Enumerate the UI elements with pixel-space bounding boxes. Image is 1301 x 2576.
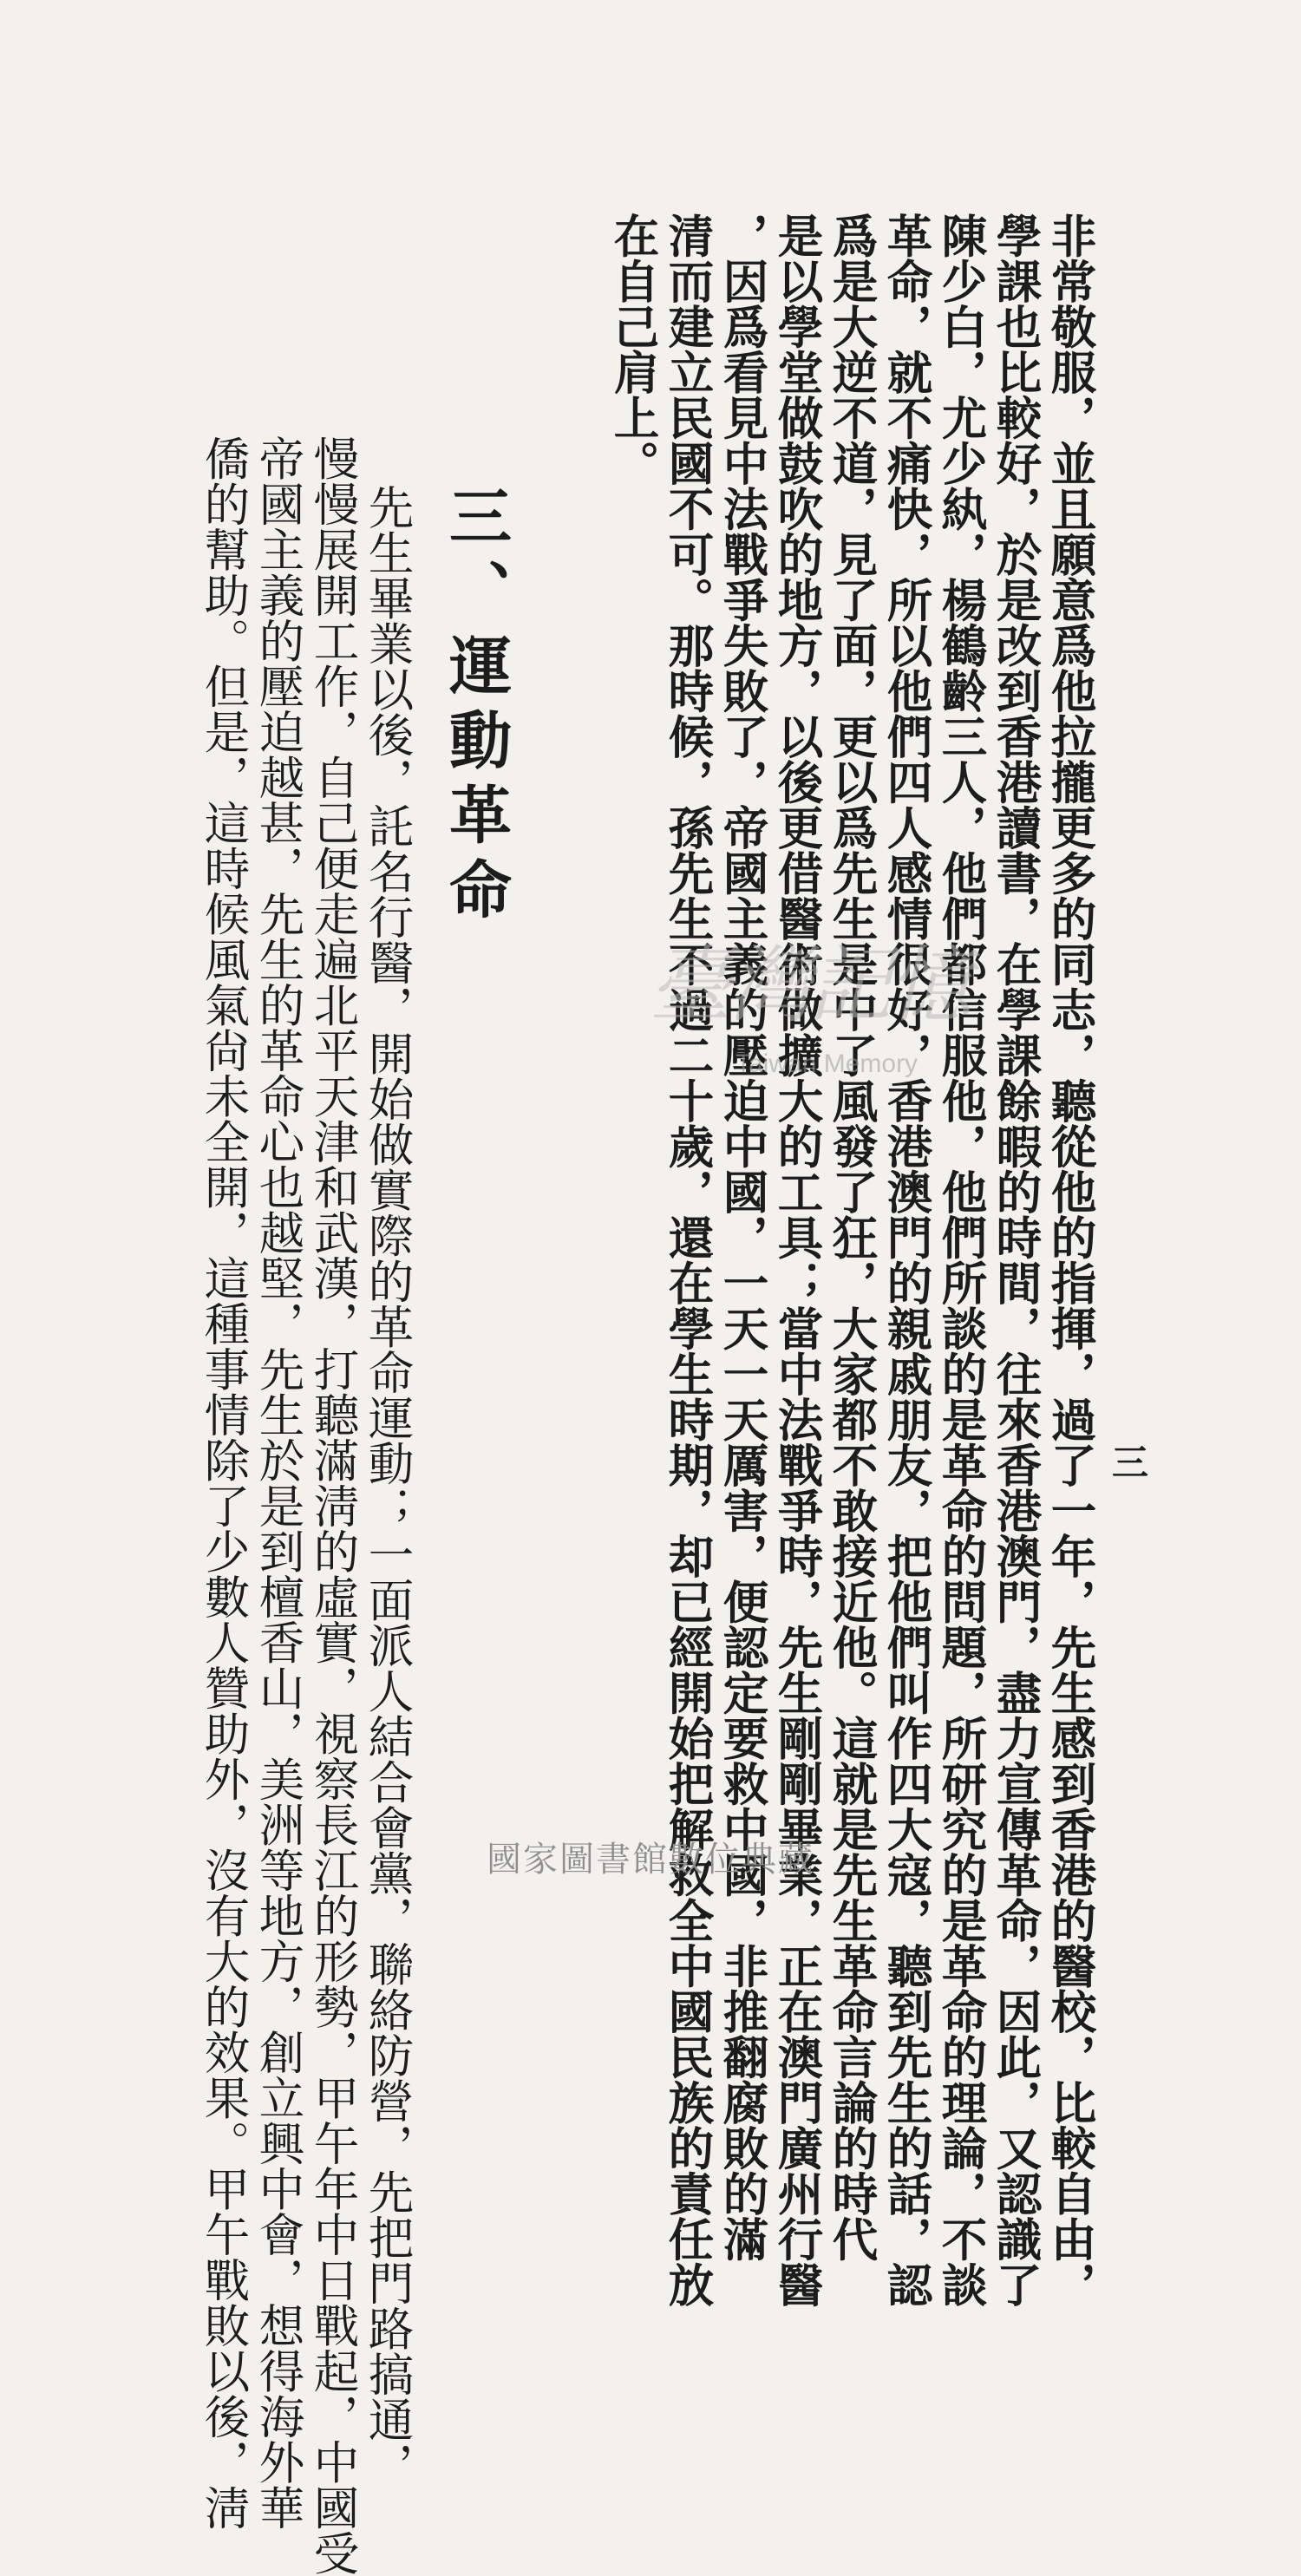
text-column: 是以學堂做鼓吹的地方，以後更借醫術做擴大的工具；當中法戰爭時，先生剛剛畢業，正在澳門廣州行醫 <box>770 212 824 2307</box>
text-column: 陳少白，尤少紈，楊鶴齡三人，他們都信服他，他們所談的是革命的問題，所研究的是革命的理論，不談 <box>934 212 988 2307</box>
page-number: 三 <box>1107 1443 1149 1480</box>
text-column: 僑的幫助。但是，這時候風氣尙未全開，這種事情除了少數人贊助外，沒有大的效果。甲午戰敗以後，淸 <box>197 435 251 2530</box>
text-column: 非常敬服，並且願意爲他拉攏更多的同志，聽從他的指揮，過了一年，先生感到香港的醫校，比較自由， <box>1043 212 1097 2307</box>
text-column: 先生畢業以後，託名行醫，開始做實際的革命運動；一面派人結合會黨，聯絡防營，先把門路搞通， <box>361 484 415 2488</box>
section-title: 三、運動革命 <box>439 484 513 932</box>
watermark-logo-text: 臺灣記憶 <box>649 937 968 1034</box>
text-column: 在自己肩上。 <box>606 212 660 486</box>
text-column: 學課也比較好，於是改到香港讀書，在學課餘暇的時間，往來香港澳門，盡力宣傳革命，因此，又認識了 <box>989 212 1043 2307</box>
text-column: 慢慢展開工作，自己便走遍北平天津和武漢，打聽滿淸的虛實，視察長江的形勢，甲午年中日戰起，中國受 <box>306 435 360 2576</box>
text-column: 革命，就不痛快，所以他們四人感情很好，香港澳門的親戚朋友，把他們叫作四大寇，聽到先生的話，認 <box>879 212 933 2307</box>
taiwan-memory-watermark <box>649 937 1048 1100</box>
text-column: ，因爲看見中法戰爭失敗了，帝國主義的壓迫中國，一天一天厲害，便認定要救中國，非推翻腐敗的滿 <box>716 212 769 2262</box>
text-column: 帝國主義的壓迫越甚，先生的革命心也越堅，先生於是到檀香山，美洲等地方，創立興中會，想得海外華 <box>252 435 305 2530</box>
text-column: 爲是大逆不道，見了面，更以爲先生是中了風發了狂，大家都不敢接近他。這就是先生革命言論的時代 <box>825 212 879 2262</box>
text-column: 清而建立民國不可。那時候，孫先生不過二十歲，還在學生時期，却已經開始把解救全中國民族的責任放 <box>661 212 715 2307</box>
watermark-subtext: Taiwan Memory <box>735 1049 919 1078</box>
footer-caption: 國家圖書館數位典藏 <box>487 1840 814 1880</box>
